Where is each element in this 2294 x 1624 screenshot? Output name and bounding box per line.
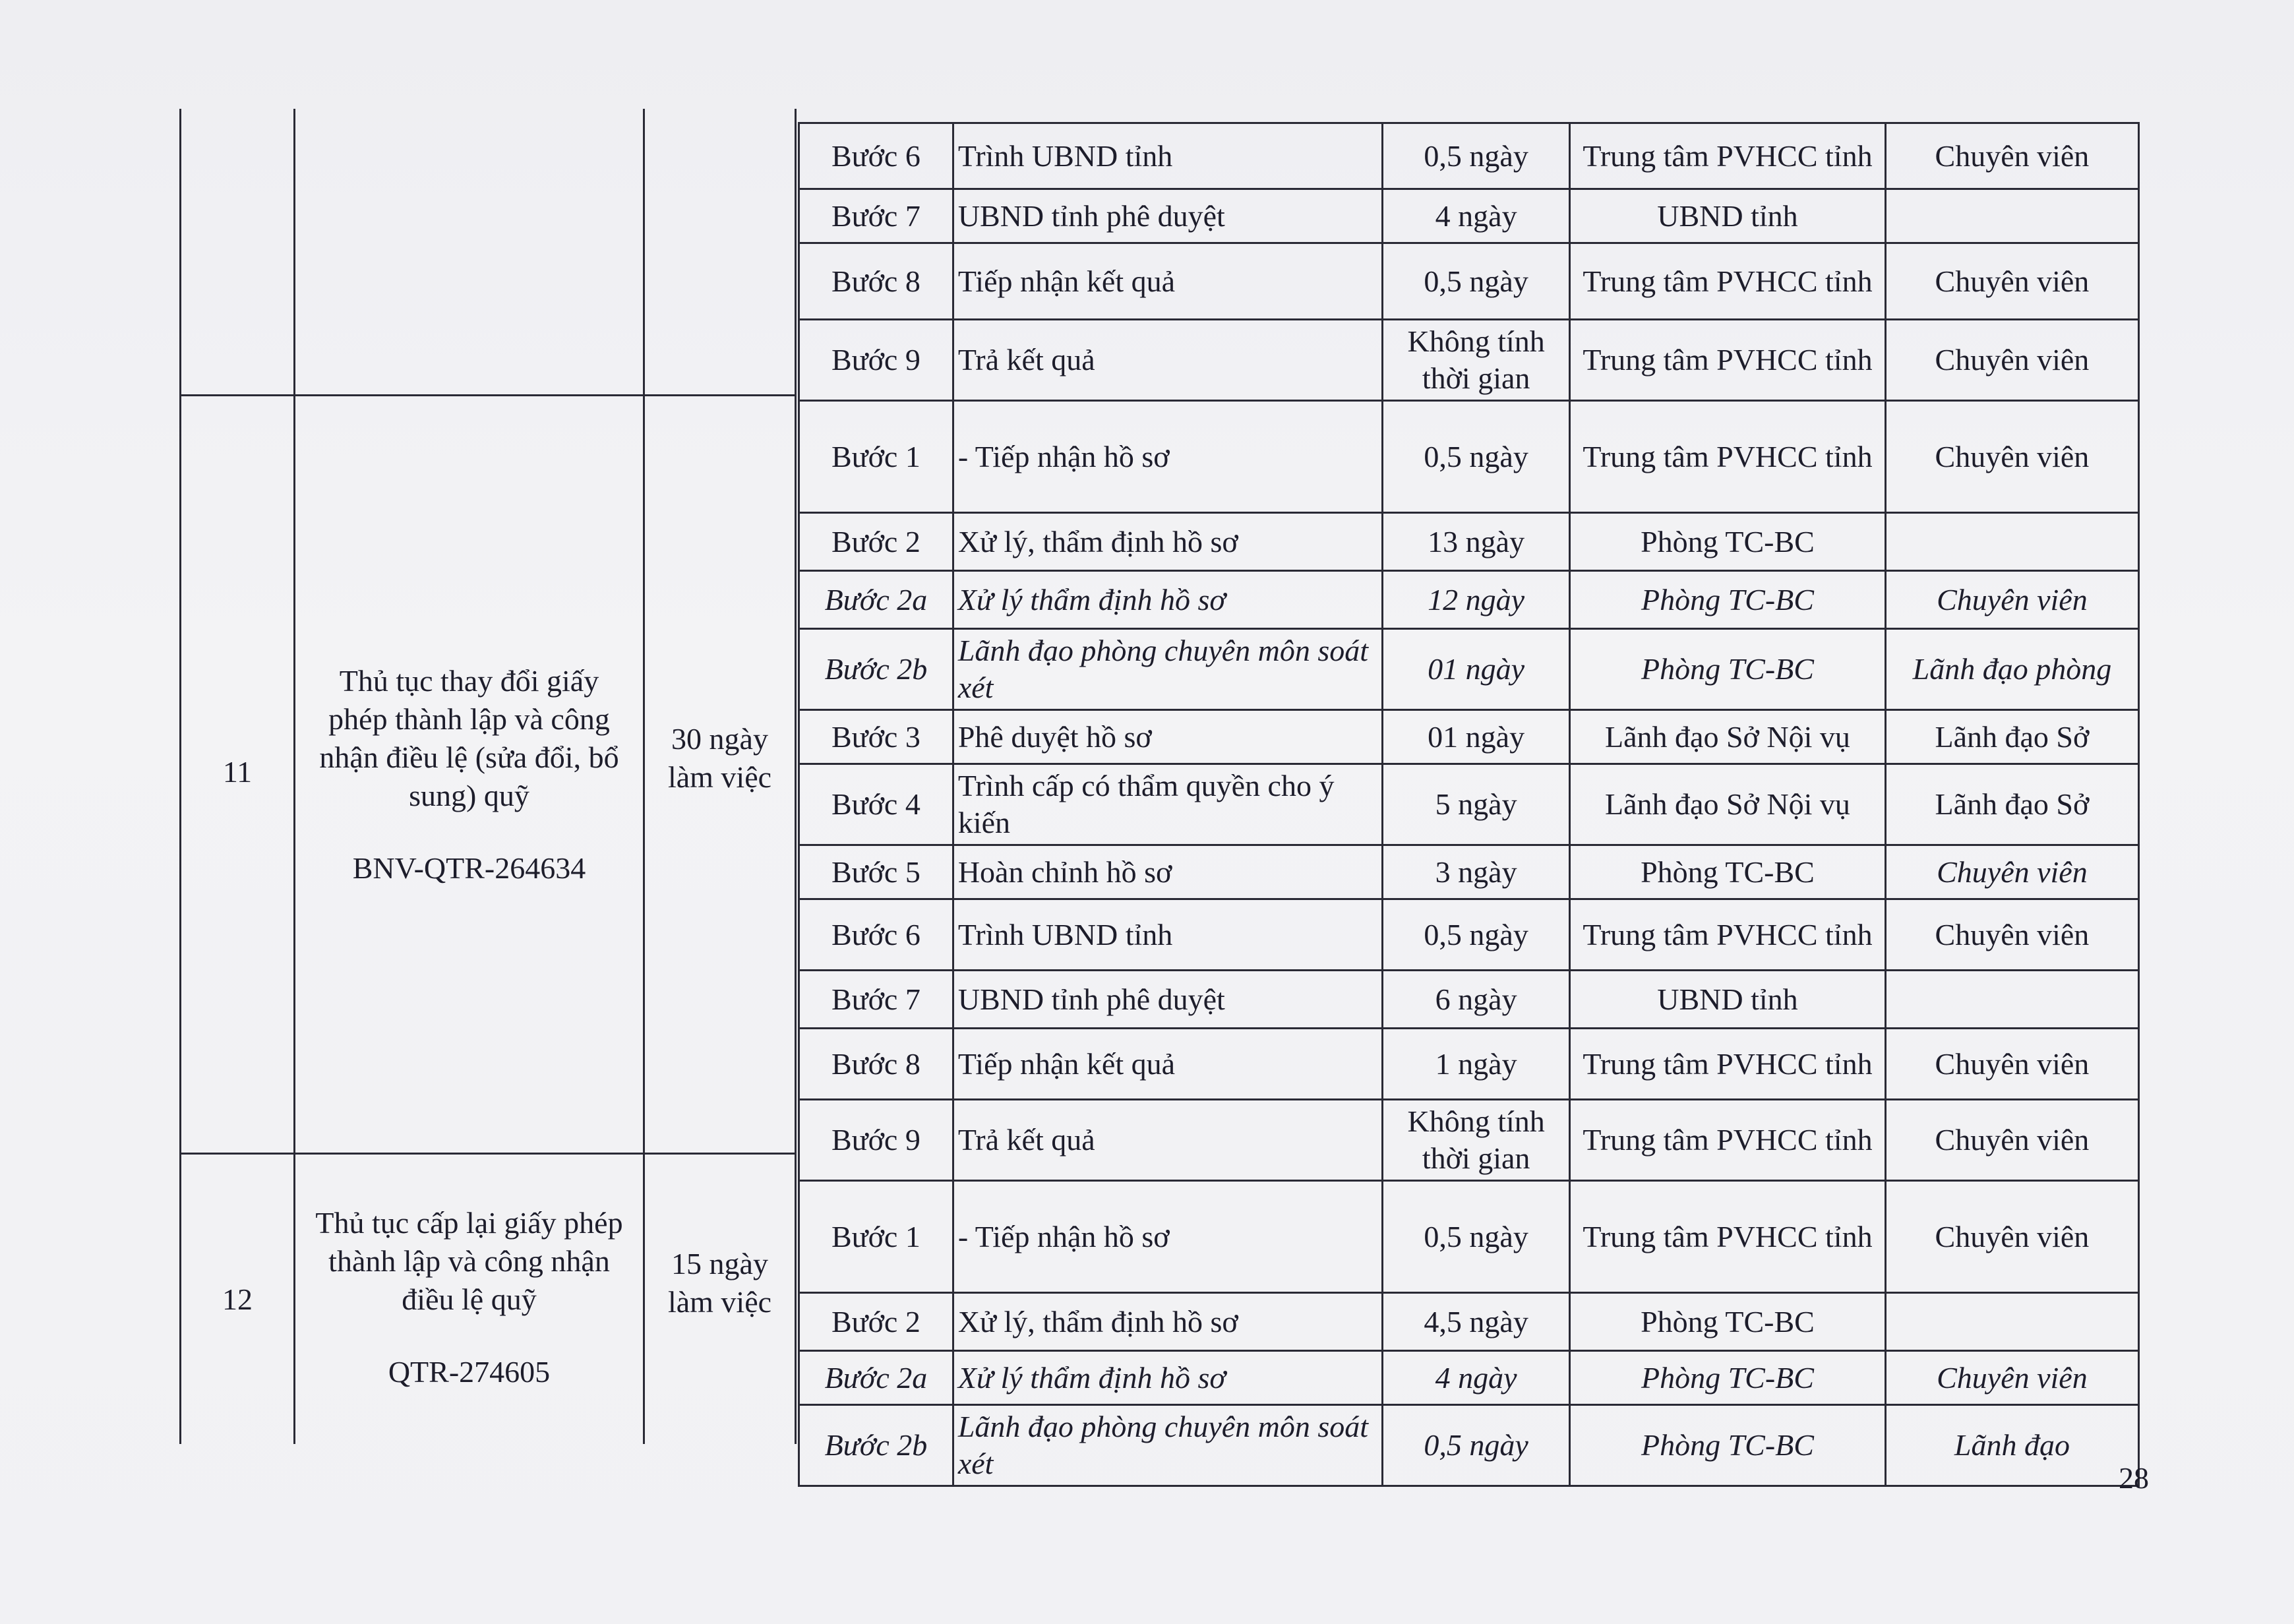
description-cell: Hoàn chỉnh hồ sơ: [953, 845, 1382, 899]
person-cell: Chuyên viên: [1885, 571, 2138, 629]
person-cell: Lãnh đạo: [1885, 1405, 2138, 1486]
table-row: [799, 123, 2139, 189]
table-row: [799, 243, 2139, 320]
person-cell: Chuyên viên: [1885, 1100, 2138, 1181]
step-cell: Bước 2a: [799, 571, 953, 629]
description-cell: Trình UBND tỉnh: [953, 123, 1382, 189]
table-row: [799, 401, 2139, 513]
table-row: [799, 1351, 2139, 1405]
group-12-duration: 15 ngày làm việc: [667, 1247, 772, 1319]
group-12-stt: 12: [222, 1282, 253, 1316]
unit-cell: Phòng TC-BC: [1570, 1405, 1886, 1486]
step-cell: Bước 2a: [799, 1351, 953, 1405]
person-cell: [1885, 1293, 2138, 1351]
group-11-procedure: Thủ tục thay đổi giấy phép thành lập và công nhận điều lệ (sửa đổi, bổ sung) quỹ BNV-QTR-264634: [295, 662, 643, 887]
table-row: [799, 899, 2139, 971]
unit-cell: Lãnh đạo Sở Nội vụ: [1570, 764, 1886, 845]
person-cell: Chuyên viên: [1885, 123, 2138, 189]
table-row: [799, 189, 2139, 243]
col-border-4: [795, 109, 797, 1444]
table-row: [799, 1100, 2139, 1181]
person-cell: Chuyên viên: [1885, 401, 2138, 513]
step-cell: Bước 6: [799, 123, 953, 189]
description-cell: - Tiếp nhận hồ sơ: [953, 401, 1382, 513]
table-row: [799, 629, 2139, 710]
person-cell: Chuyên viên: [1885, 320, 2138, 401]
unit-cell: UBND tỉnh: [1570, 189, 1886, 243]
group-12-procedure: Thủ tục cấp lại giấy phép thành lập và công nhận điều lệ quỹ QTR-274605: [295, 1204, 643, 1391]
group-separator-12: [179, 1153, 797, 1155]
unit-cell: Trung tâm PVHCC tỉnh: [1570, 243, 1886, 320]
unit-cell: Trung tâm PVHCC tỉnh: [1570, 320, 1886, 401]
time-cell: 3 ngày: [1383, 845, 1570, 899]
person-cell: Chuyên viên: [1885, 1181, 2138, 1293]
unit-cell: UBND tỉnh: [1570, 971, 1886, 1029]
table-row: [799, 571, 2139, 629]
description-cell: Lãnh đạo phòng chuyên môn soát xét: [953, 1405, 1382, 1486]
time-cell: 0,5 ngày: [1383, 123, 1570, 189]
person-cell: Lãnh đạo Sở: [1885, 764, 2138, 845]
step-cell: Bước 2: [799, 1293, 953, 1351]
unit-cell: Trung tâm PVHCC tỉnh: [1570, 1100, 1886, 1181]
person-cell: Chuyên viên: [1885, 1029, 2138, 1100]
time-cell: 13 ngày: [1383, 513, 1570, 571]
time-cell: 0,5 ngày: [1383, 899, 1570, 971]
unit-cell: Trung tâm PVHCC tỉnh: [1570, 1181, 1886, 1293]
step-cell: Bước 1: [799, 401, 953, 513]
table-row: [799, 845, 2139, 899]
step-cell: Bước 9: [799, 1100, 953, 1181]
description-cell: Trình cấp có thẩm quyền cho ý kiến: [953, 764, 1382, 845]
person-cell: Lãnh đạo Sở: [1885, 710, 2138, 764]
table-row: [799, 971, 2139, 1029]
description-cell: - Tiếp nhận hồ sơ: [953, 1181, 1382, 1293]
table-row: [799, 1029, 2139, 1100]
description-cell: Xử lý, thẩm định hồ sơ: [953, 513, 1382, 571]
time-cell: 0,5 ngày: [1383, 401, 1570, 513]
description-cell: Xử lý, thẩm định hồ sơ: [953, 1293, 1382, 1351]
time-cell: 4 ngày: [1383, 189, 1570, 243]
step-cell: Bước 4: [799, 764, 953, 845]
description-cell: Xử lý thẩm định hồ sơ: [953, 571, 1382, 629]
step-cell: Bước 2b: [799, 629, 953, 710]
step-cell: Bước 2: [799, 513, 953, 571]
group-11-duration: 30 ngày làm việc: [667, 722, 772, 794]
person-cell: Chuyên viên: [1885, 899, 2138, 971]
step-cell: Bước 1: [799, 1181, 953, 1293]
time-cell: 1 ngày: [1383, 1029, 1570, 1100]
unit-cell: Phòng TC-BC: [1570, 571, 1886, 629]
unit-cell: Trung tâm PVHCC tỉnh: [1570, 401, 1886, 513]
person-cell: Chuyên viên: [1885, 243, 2138, 320]
time-cell: Không tính thời gian: [1383, 1100, 1570, 1181]
description-cell: Trả kết quả: [953, 320, 1382, 401]
unit-cell: Phòng TC-BC: [1570, 1351, 1886, 1405]
time-cell: 0,5 ngày: [1383, 243, 1570, 320]
description-cell: Trả kết quả: [953, 1100, 1382, 1181]
description-cell: UBND tỉnh phê duyệt: [953, 189, 1382, 243]
step-cell: Bước 7: [799, 971, 953, 1029]
time-cell: 0,5 ngày: [1383, 1405, 1570, 1486]
unit-cell: Phòng TC-BC: [1570, 513, 1886, 571]
time-cell: 0,5 ngày: [1383, 1181, 1570, 1293]
time-cell: Không tính thời gian: [1383, 320, 1570, 401]
description-cell: UBND tỉnh phê duyệt: [953, 971, 1382, 1029]
description-cell: Trình UBND tỉnh: [953, 899, 1382, 971]
table-row: [799, 320, 2139, 401]
description-cell: Xử lý thẩm định hồ sơ: [953, 1351, 1382, 1405]
time-cell: 5 ngày: [1383, 764, 1570, 845]
person-cell: Chuyên viên: [1885, 845, 2138, 899]
step-cell: Bước 8: [799, 243, 953, 320]
page-number: 28: [2119, 1461, 2149, 1495]
time-cell: 01 ngày: [1383, 629, 1570, 710]
step-cell: Bước 3: [799, 710, 953, 764]
group-11-stt: 11: [222, 755, 253, 789]
unit-cell: Phòng TC-BC: [1570, 845, 1886, 899]
description-cell: Lãnh đạo phòng chuyên môn soát xét: [953, 629, 1382, 710]
table-row: [799, 1293, 2139, 1351]
person-cell: Lãnh đạo phòng: [1885, 629, 2138, 710]
step-cell: Bước 8: [799, 1029, 953, 1100]
unit-cell: Trung tâm PVHCC tỉnh: [1570, 123, 1886, 189]
step-cell: Bước 2b: [799, 1405, 953, 1486]
table-row: [799, 710, 2139, 764]
group-12-code: QTR-274605: [388, 1355, 551, 1389]
step-cell: Bước 7: [799, 189, 953, 243]
table-row: [799, 1405, 2139, 1486]
table-row: [799, 764, 2139, 845]
time-cell: 4 ngày: [1383, 1351, 1570, 1405]
step-cell: Bước 5: [799, 845, 953, 899]
step-cell: Bước 6: [799, 899, 953, 971]
person-cell: Chuyên viên: [1885, 1351, 2138, 1405]
step-cell: Bước 9: [799, 320, 953, 401]
unit-cell: Lãnh đạo Sở Nội vụ: [1570, 710, 1886, 764]
group-separator-11: [179, 394, 797, 396]
unit-cell: Phòng TC-BC: [1570, 629, 1886, 710]
time-cell: 4,5 ngày: [1383, 1293, 1570, 1351]
description-cell: Tiếp nhận kết quả: [953, 1029, 1382, 1100]
time-cell: 01 ngày: [1383, 710, 1570, 764]
group-11-code: BNV-QTR-264634: [352, 851, 586, 885]
unit-cell: Phòng TC-BC: [1570, 1293, 1886, 1351]
unit-cell: Trung tâm PVHCC tỉnh: [1570, 1029, 1886, 1100]
person-cell: [1885, 971, 2138, 1029]
description-cell: Phê duyệt hồ sơ: [953, 710, 1382, 764]
time-cell: 6 ngày: [1383, 971, 1570, 1029]
time-cell: 12 ngày: [1383, 571, 1570, 629]
steps-table: [798, 122, 2140, 1487]
person-cell: [1885, 189, 2138, 243]
table-row: [799, 1181, 2139, 1293]
description-cell: Tiếp nhận kết quả: [953, 243, 1382, 320]
person-cell: [1885, 513, 2138, 571]
unit-cell: Trung tâm PVHCC tỉnh: [1570, 899, 1886, 971]
table-row: [799, 513, 2139, 571]
